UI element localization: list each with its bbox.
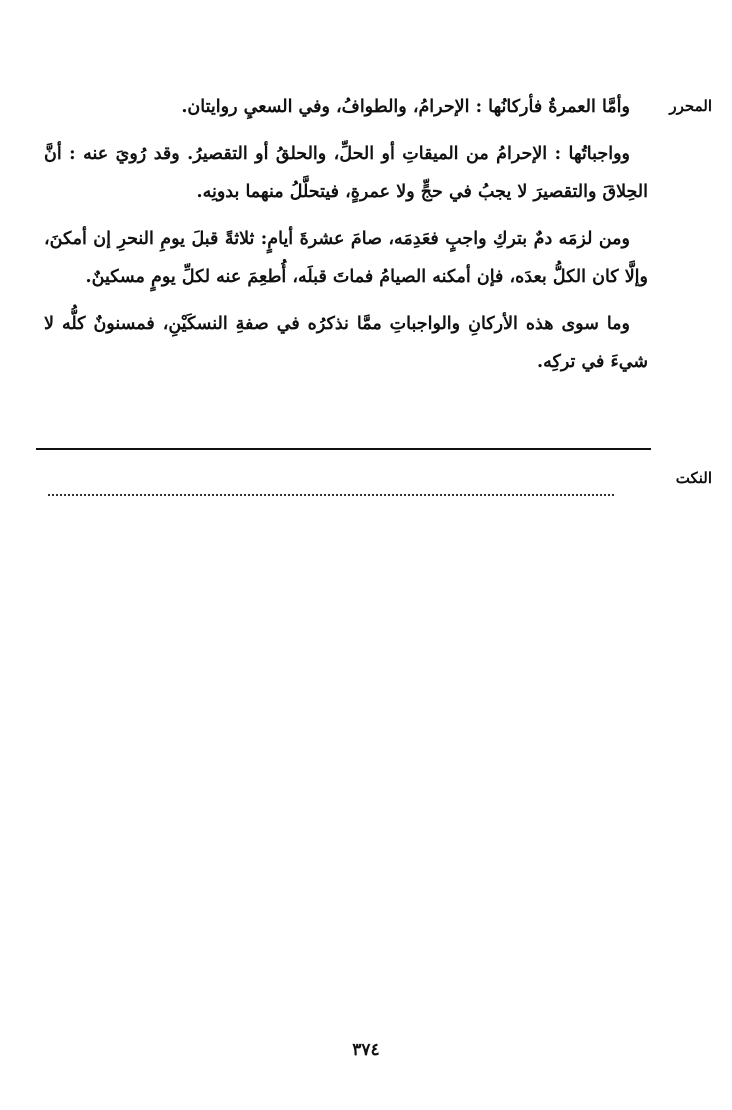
paragraph-blood-penalty: ومن لزمَه دمٌ بتركِ واجبٍ فعَدِمَه، صامَ عشرةَ أيامٍ: ثلاثةً قبلَ يومِ النحرِ إن أمكنَ، وإلَّا كان الكلُّ بعدَه، فإن أمكنه الصيامُ فماتَ قبلَه، أُطعِمَ عنه لكلِّ يومٍ مسكينٌ. (44, 228, 648, 287)
section-label-muharrar: المحرر (669, 97, 712, 115)
page-number: ٣٧٤ (352, 1040, 380, 1060)
main-text-body (44, 88, 648, 382)
empty-notes-dotted-line (48, 478, 614, 496)
paragraph-umrah-obligations: وواجباتُها : الإحرامُ من الميقاتِ أو الحلِّ، والحلقُ أو التقصيرُ. وقد رُويَ عنه : أنَّ الحِلاقَ والتقصيرَ لا يجبُ في حجٍّ ولا عمرةٍ، فيتحلَّلُ منهما بدونِه. (44, 143, 648, 202)
section-divider (36, 448, 651, 450)
section-label-nukat: النكت (675, 469, 712, 487)
paragraph-sunnah-acts: وما سوى هذه الأركانِ والواجباتِ ممَّا نذكرُه في صفةِ النسكَيْنِ، فمسنونٌ كلُّه لا شيءَ في تركِه. (44, 313, 648, 372)
paragraph-umrah-pillars: وأمَّا العمرةُ فأركانُها : الإحرامُ، والطوافُ، وفي السعيِ روايتان. (181, 97, 630, 117)
